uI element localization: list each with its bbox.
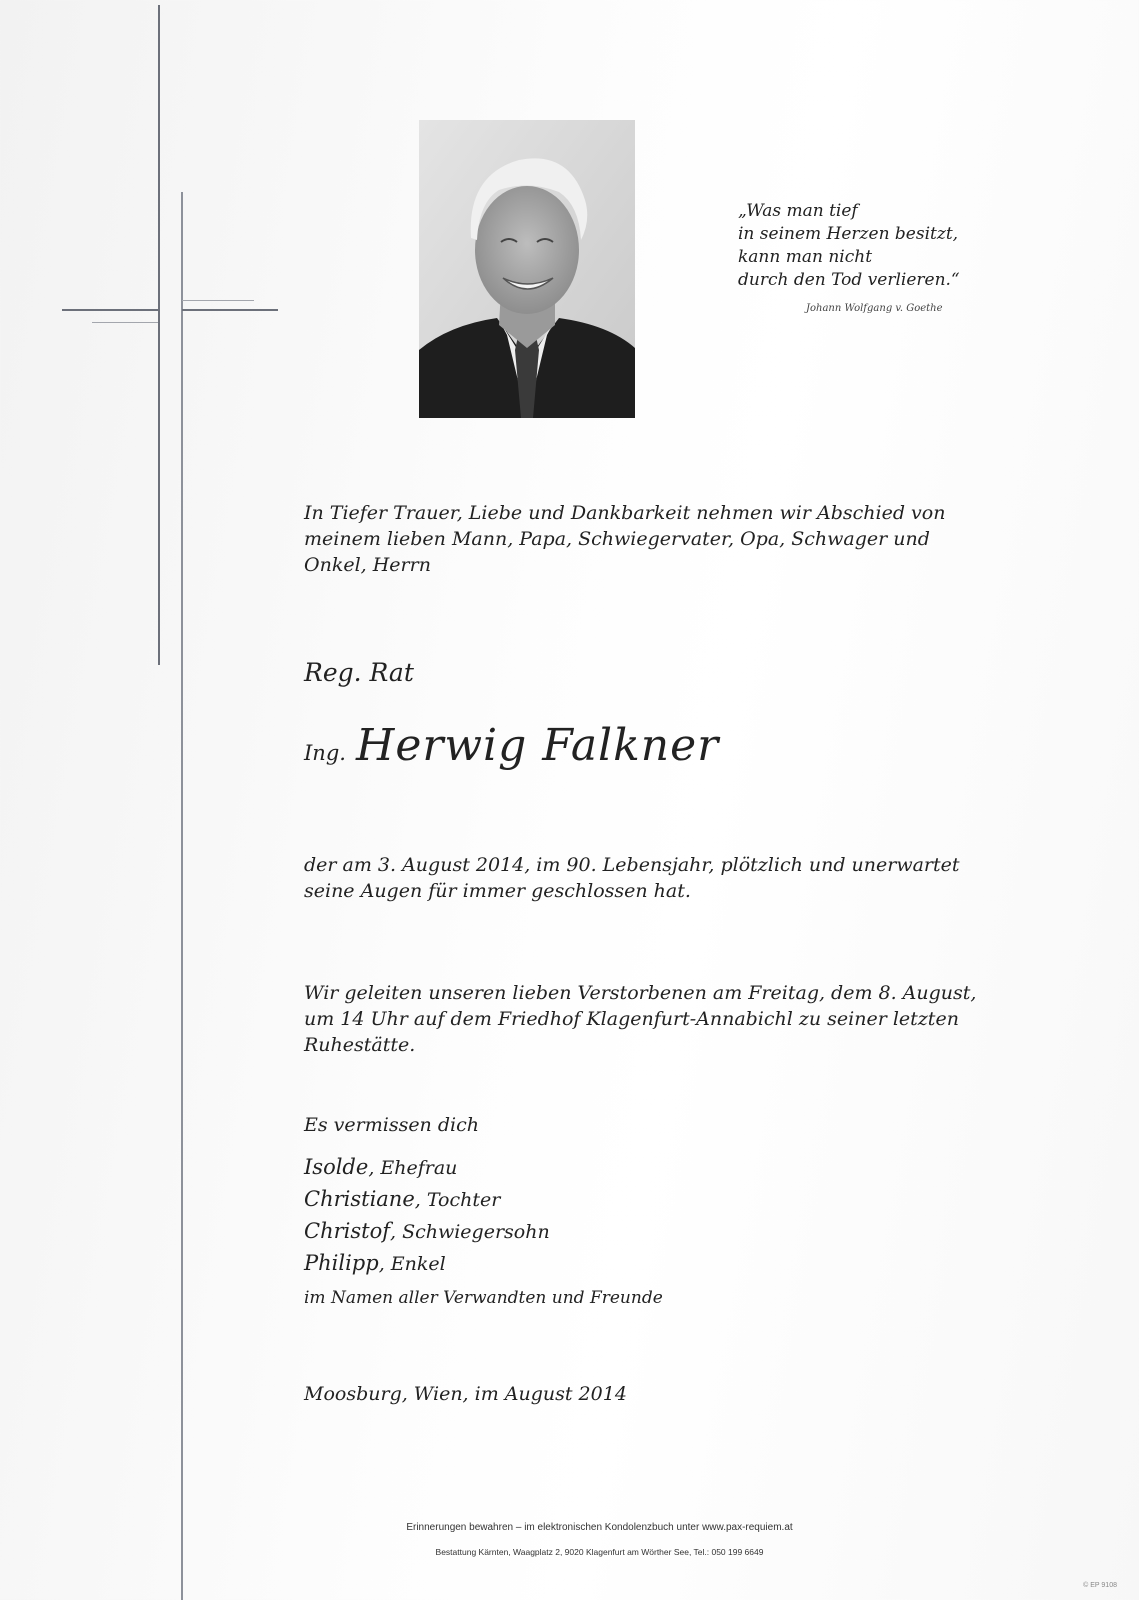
deceased-title: Reg. Rat (304, 658, 414, 687)
death-notice: der am 3. August 2014, im 90. Lebensjahr, plötzlich und unerwartet seine Augen für immer geschlossen hat. (304, 854, 960, 902)
relatives-text: im Namen aller Verwandten und Freunde (304, 1288, 663, 1308)
cross-vertical-line (158, 5, 160, 665)
place-date: Moosburg, Wien, im August 2014 (304, 1383, 627, 1405)
cross-horizontal-thin-right (182, 300, 254, 301)
cross-horizontal-line-left (62, 309, 158, 311)
missed-by-heading: Es vermissen dich (304, 1114, 479, 1136)
portrait-photo (419, 120, 635, 418)
family-list (304, 1152, 550, 1280)
document-code: © EP 9108 (1083, 1582, 1117, 1589)
family-member (304, 1184, 550, 1216)
deceased-prefix: Ing. (304, 741, 346, 765)
funeral-notice: Wir geleiten unseren lieben Verstorbenen am Freitag, dem 8. August, um 14 Uhr auf dem Friedhof Klagenfurt-Annabichl zu seiner letzten Ruhestätte. (304, 982, 977, 1056)
family-member (304, 1152, 550, 1184)
family-member (304, 1216, 550, 1248)
quote-author: Johann Wolfgang v. Goethe (806, 303, 943, 314)
footer-funeral-home: Bestattung Kärnten, Waagplatz 2, 9020 Klagenfurt am Wörther See, Tel.: 050 199 6649 (435, 1547, 764, 1557)
cross-horizontal-thin-left (92, 322, 158, 323)
deceased-name: Herwig Falkner (355, 720, 720, 771)
family-member-name: Christiane (304, 1187, 415, 1211)
cross-horizontal-line-right (182, 309, 278, 311)
family-member-relation: , Ehefrau (368, 1157, 458, 1179)
quote-line: kann man nicht (738, 247, 873, 267)
family-member-name: Christof (304, 1219, 390, 1243)
quote-line: durch den Tod verlieren.“ (738, 270, 960, 290)
footer-condolence-link[interactable]: Erinnerungen bewahren – im elektronischen Kondolenzbuch unter www.pax-requiem.at (406, 1522, 793, 1533)
goethe-quote (738, 200, 998, 292)
family-member-name: Philipp (304, 1251, 379, 1275)
family-member-relation: , Tochter (414, 1189, 501, 1211)
family-member-relation: , Schwiegersohn (389, 1221, 550, 1243)
family-member-relation: , Enkel (378, 1253, 446, 1275)
family-member-name: Isolde (304, 1155, 369, 1179)
family-member (304, 1248, 550, 1280)
deceased-name-line (304, 720, 719, 771)
cross-vertical-line-secondary (181, 192, 183, 1600)
quote-line: in seinem Herzen besitzt, (738, 224, 959, 244)
quote-line: „Was man tief (738, 201, 858, 221)
intro-text: In Tiefer Trauer, Liebe und Dankbarkeit nehmen wir Abschied von meinem lieben Mann, Papa, Schwiegervater, Opa, Schwager und Onkel, Herrn (304, 502, 946, 576)
